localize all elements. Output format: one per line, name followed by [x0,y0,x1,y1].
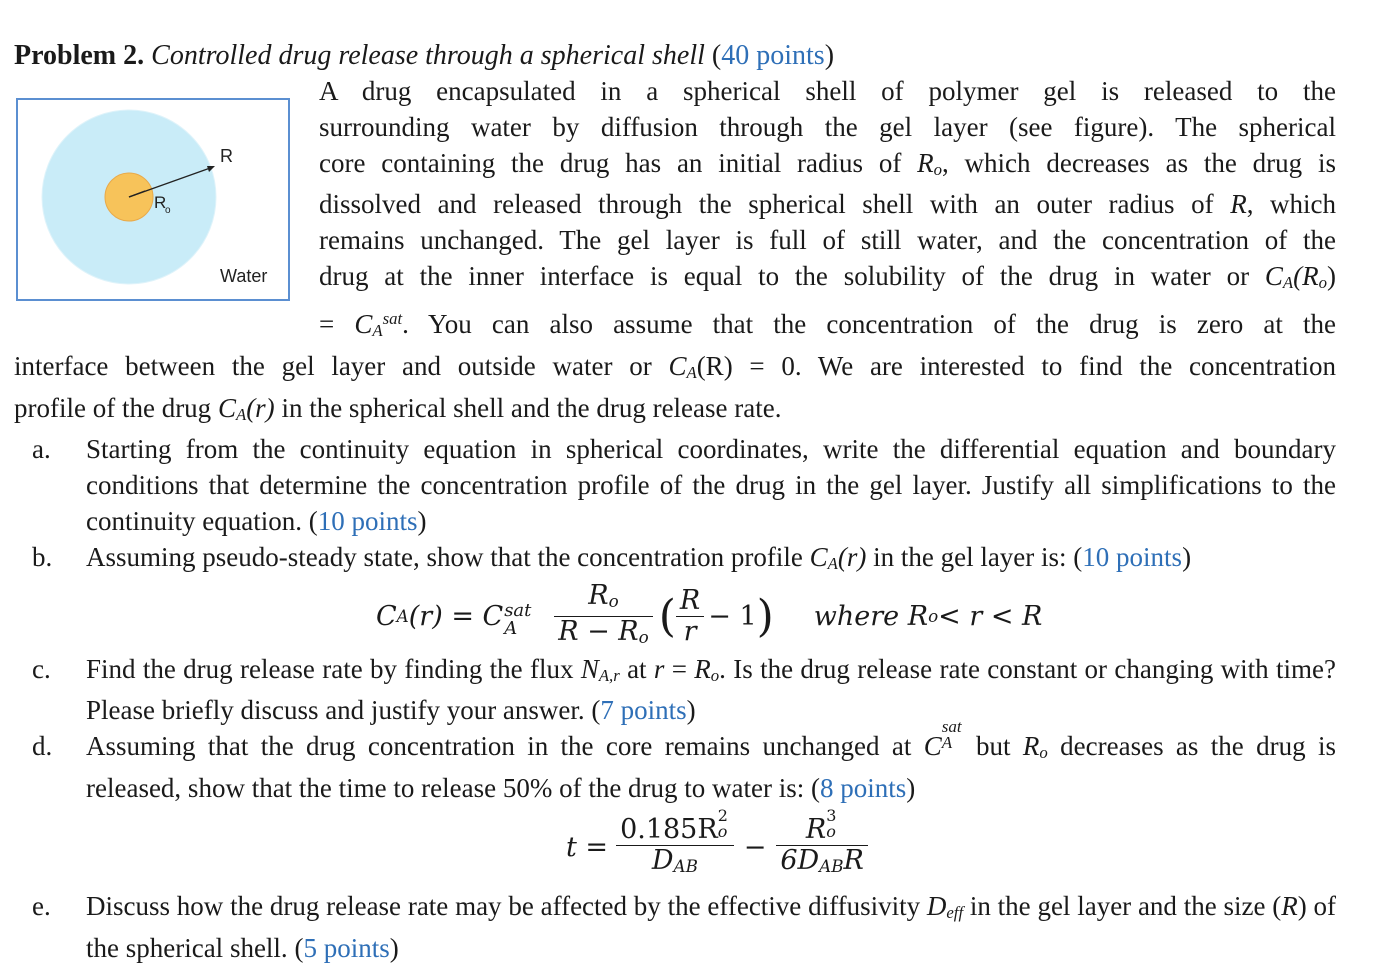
question-d: d. Assuming that the drug concentration in the core remains unchanged at C sat A but Ro decreases as the drug is released, show that the time to release 50% of the drug to water is: (8 points) [32,717,1336,803]
question-a: a. Starting from the continuity equation in spherical coordinates, write the differential equation and boundary conditions that determine the concentration profile of the drug in the gel layer. Justify all simplifications to the continuity equation. (10 points) [32,434,1336,536]
question-c-label: c. [32,653,51,684]
inner-radius-label: R [154,193,167,212]
question-e: e. Discuss how the drug release rate may be affected by the effective diffusivity Deff in the gel layer and the size (R) of the spherical shell. (5 points) [32,890,1336,963]
question-c-points: 7 points [600,695,687,726]
question-b: b. Assuming pseudo-steady state, show that the concentration profile CA(r) in the gel layer is: (10 points) [14,540,1336,582]
equation-release-time: t = 0.185R 2 o DAB − R 3 o 6DABR [566,807,1336,889]
svg-text:o: o [165,205,171,216]
question-c: c. Find the drug release rate by finding the flux NA,r at r = Ro. Is the drug release rate constant or changing with time? Please briefly discuss and justify your answer. (7 points) [32,653,1336,726]
question-d-label: d. [32,731,53,762]
problem-points: 40 points [721,40,825,71]
equation-concentration-profile: C A (r) = C sat A $\frac{Ro}{R - Ro}$ ( $\frac{R}{r}$ − 1 ) where R o < r < R [376,582,1336,652]
problem-heading: Controlled drug release through a spherical shell [151,40,705,71]
problem-number: Problem 2. [14,40,145,71]
question-b-points: 10 points [1082,541,1183,572]
question-e-label: e. [32,890,51,921]
outer-radius-label: R [220,146,233,166]
question-a-points: 10 points [317,505,418,536]
sub-questions [14,432,1336,966]
spherical-shell-figure [16,98,290,301]
problem-page [14,38,1336,966]
question-e-points: 5 points [303,932,390,963]
shell-diagram [18,100,288,299]
question-d-points: 8 points [820,772,907,803]
problem-title: Problem 2. Controlled drug release through a spherical shell (40 points) [14,40,835,71]
question-b-label: b. [32,541,53,572]
question-a-label: a. [32,434,51,465]
water-label: Water [220,266,268,286]
problem-intro: A drug encapsulated in a spherical shell of polymer gel is released to the surrounding water by diffusion through the gel layer (see figure). The spherical core containing the drug has an initial radius of Ro, which decreases as the drug is dissolved and released through the spherical shell with an outer radius of R, which remains unchanged. The gel layer is full of still water, and the concentration of the drug at the inner interface is equal to the solubility of the drug in water or CA(Ro) = $CA^{sat}$. You can also assume that the concentration of the drug is zero at the interface between the gel layer and outside water or CA(R) = 0. We are interested to find the concentration profile of the drug CA(r) in the spherical shell and the drug release rate. [14,76,1336,424]
